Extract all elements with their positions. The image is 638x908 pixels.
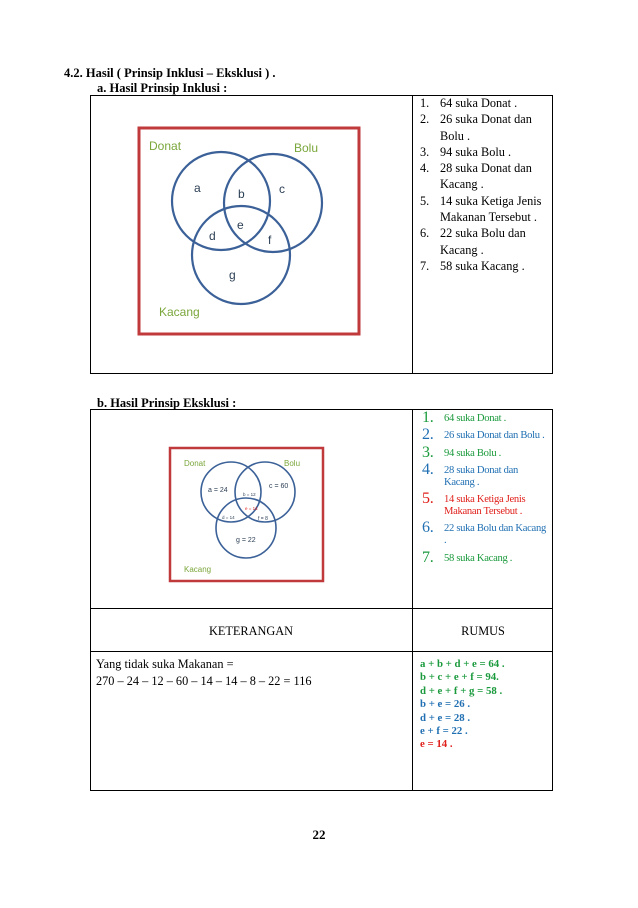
subheading-inclusion: a. Hasil Prinsip Inklusi : (97, 81, 228, 95)
list-item: 6. 22 suka Bolu dan Kacang . (420, 226, 526, 257)
keterangan-line-1: Yang tidak suka Makanan = (96, 657, 234, 671)
keterangan-text (96, 656, 408, 689)
region-g: g = 22 (236, 537, 256, 544)
venn-diagram-exclusion (168, 446, 325, 583)
list-item: 4. 28 suka Donat dan Kacang . (422, 460, 519, 488)
region-f: f = 8 (258, 516, 268, 522)
rumus-list (420, 658, 550, 752)
label-bolu: Bolu (294, 141, 319, 155)
list-item: 5. 14 suka Ketiga Jenis Makanan Tersebut . (422, 490, 526, 518)
region-c: c (279, 182, 285, 196)
list-item: 1. 64 suka Donat . (422, 409, 506, 426)
region-b: b = 12 (243, 492, 256, 497)
keterangan-line-2: 270 – 24 – 12 – 60 – 14 – 14 – 8 – 22 = 116 (96, 673, 312, 688)
region-c: c = 60 (269, 483, 289, 490)
exclusion-list (422, 409, 550, 570)
list-item: 2. 26 suka Donat dan Bolu . (422, 426, 545, 444)
list-item: 7. 58 suka Kacang . (420, 258, 525, 273)
donat-circle (172, 152, 270, 250)
region-d: d (209, 229, 216, 243)
label-donat: Donat (149, 139, 182, 153)
label-bolu: Bolu (284, 459, 301, 468)
rumus-line: d + e + f + g = 58 . (420, 684, 503, 697)
bolu-circle (224, 154, 322, 252)
rumus-line: a + b + d + e = 64 . (420, 658, 505, 670)
list-item: 4. 28 suka Donat dan Kacang . (420, 161, 532, 192)
list-item: 6. 22 suka Bolu dan Kacang . (422, 519, 546, 547)
section-heading: 4.2. Hasil ( Prinsip Inklusi – Eksklusi ) . (64, 66, 276, 80)
list-item: 5. 14 suka Ketiga Jenis Makanan Tersebut . (420, 193, 542, 225)
label-kacang: Kacang (184, 565, 212, 574)
list-item: 3. 94 suka Bolu . (420, 144, 512, 159)
label-donat: Donat (184, 459, 206, 468)
rumus-line: b + c + e + f = 94. (420, 671, 499, 684)
list-item: 2. 26 suka Donat dan Bolu . (420, 112, 532, 143)
rumus-line: e = 14 . (420, 738, 453, 751)
list-item: 1. 64 suka Donat . (420, 96, 518, 110)
inclusion-list (420, 95, 548, 274)
region-d: d = 14 (222, 515, 235, 520)
header-rumus: RUMUS (461, 624, 505, 638)
label-kacang: Kacang (159, 305, 200, 319)
region-a: a (194, 181, 201, 195)
region-b: b (238, 187, 245, 201)
region-g: g (229, 268, 236, 282)
venn-diagram-inclusion (137, 126, 361, 336)
region-a: a = 24 (208, 487, 228, 494)
page-number: 22 (312, 827, 326, 842)
region-f: f (268, 233, 272, 247)
subheading-exclusion: b. Hasil Prinsip Eksklusi : (97, 396, 237, 410)
rumus-line: d + e = 28 . (420, 711, 471, 724)
region-e: e = 14 (245, 506, 258, 511)
list-item: 3. 94 suka Bolu . (422, 443, 502, 461)
rumus-line: e + f = 22 . (420, 725, 468, 738)
header-keterangan: KETERANGAN (208, 624, 294, 638)
region-e: e (237, 218, 244, 232)
list-item: 7. 58 suka Kacang . (422, 548, 513, 566)
rumus-line: b + e = 26 . (420, 698, 471, 711)
